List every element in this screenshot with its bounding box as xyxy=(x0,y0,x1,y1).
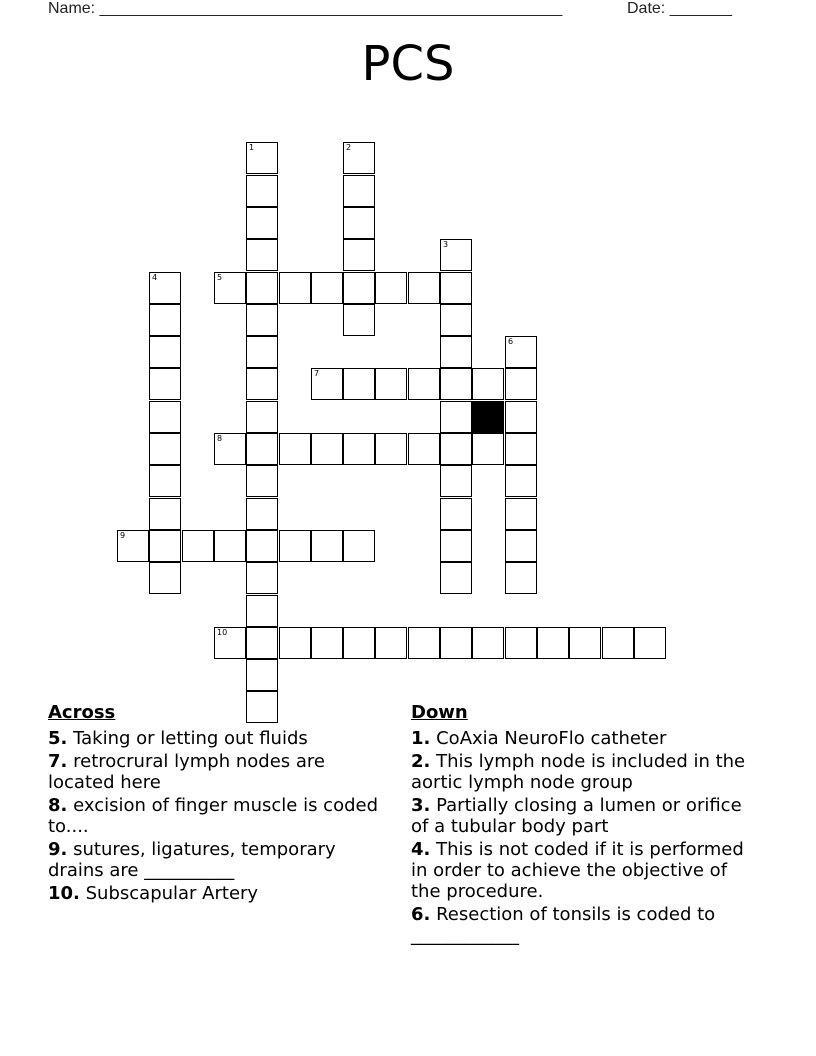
clue-number: 6. xyxy=(411,904,431,925)
crossword-cell[interactable] xyxy=(311,272,343,304)
crossword-cell[interactable] xyxy=(505,465,537,497)
across-heading: Across xyxy=(48,702,116,723)
crossword-cell[interactable] xyxy=(472,627,504,659)
crossword-cell[interactable] xyxy=(408,627,440,659)
crossword-cell[interactable] xyxy=(311,433,343,465)
across-clue xyxy=(48,883,378,904)
crossword-cell[interactable] xyxy=(117,530,149,562)
crossword-cell[interactable] xyxy=(343,433,375,465)
clue-number: 9. xyxy=(48,839,68,860)
clue-number: 1. xyxy=(411,728,431,749)
crossword-cell[interactable] xyxy=(246,239,278,271)
crossword-cell[interactable] xyxy=(149,368,181,400)
crossword-cell[interactable] xyxy=(343,142,375,174)
crossword-cell[interactable] xyxy=(440,627,472,659)
crossword-cell[interactable] xyxy=(246,368,278,400)
crossword-cell[interactable] xyxy=(246,207,278,239)
clue-number: 7. xyxy=(48,751,68,772)
clue-text: Subscapular Artery xyxy=(85,883,259,904)
date-field: Date: _______ xyxy=(627,0,732,17)
crossword-cell[interactable] xyxy=(343,627,375,659)
crossword-cell[interactable] xyxy=(214,530,246,562)
clue-text: This lymph node is included in the aortic lymph node group xyxy=(411,751,746,793)
crossword-cell[interactable] xyxy=(343,207,375,239)
clue-number: 10. xyxy=(48,883,80,904)
crossword-cell[interactable] xyxy=(408,433,440,465)
down-clue xyxy=(411,839,756,902)
crossword-cell[interactable] xyxy=(440,498,472,530)
crossword-cell[interactable] xyxy=(537,627,569,659)
crossword-cell[interactable] xyxy=(246,627,278,659)
crossword-cell[interactable] xyxy=(408,272,440,304)
page-title: PCS xyxy=(361,36,455,92)
clue-text: Resection of tonsils is coded to ____________ xyxy=(411,904,716,946)
down-clue xyxy=(411,751,756,793)
crossword-cell[interactable] xyxy=(246,272,278,304)
crossword-cell[interactable] xyxy=(569,627,601,659)
crossword-cell[interactable] xyxy=(279,627,311,659)
across-clue xyxy=(48,839,378,881)
crossword-cell[interactable] xyxy=(246,401,278,433)
cell-number: 9 xyxy=(120,531,126,540)
clue-number: 2. xyxy=(411,751,431,772)
cell-number: 7 xyxy=(314,369,320,378)
crossword-cell[interactable] xyxy=(246,142,278,174)
clue-number: 5. xyxy=(48,728,68,749)
crossword-cell[interactable] xyxy=(311,627,343,659)
crossword-cell[interactable] xyxy=(279,433,311,465)
cell-number: 3 xyxy=(443,240,449,249)
crossword-cell[interactable] xyxy=(408,368,440,400)
crossword-cell[interactable] xyxy=(505,433,537,465)
crossword-cell[interactable] xyxy=(149,562,181,594)
crossword-cell[interactable] xyxy=(246,175,278,207)
crossword-cell[interactable] xyxy=(505,368,537,400)
crossword-cell[interactable] xyxy=(311,530,343,562)
crossword-cell[interactable] xyxy=(505,627,537,659)
crossword-cell[interactable] xyxy=(149,465,181,497)
cell-number: 2 xyxy=(346,143,352,152)
clue-number: 8. xyxy=(48,795,68,816)
crossword-cell[interactable] xyxy=(602,627,634,659)
crossword-cell[interactable] xyxy=(214,627,246,659)
crossword-cell[interactable] xyxy=(214,272,246,304)
crossword-cell[interactable] xyxy=(246,336,278,368)
crossword-cell[interactable] xyxy=(246,465,278,497)
crossword-cell[interactable] xyxy=(343,304,375,336)
crossword-cell[interactable] xyxy=(375,433,407,465)
crossword-cell[interactable] xyxy=(246,498,278,530)
clue-number: 3. xyxy=(411,795,431,816)
crossword-cell[interactable] xyxy=(375,627,407,659)
cell-number: 4 xyxy=(152,273,158,282)
crossword-cell[interactable] xyxy=(149,498,181,530)
crossword-cell[interactable] xyxy=(440,465,472,497)
crossword-cell[interactable] xyxy=(246,433,278,465)
crossword-cell[interactable] xyxy=(182,530,214,562)
crossword-cell[interactable] xyxy=(505,336,537,368)
crossword-cell[interactable] xyxy=(149,272,181,304)
crossword-cell[interactable] xyxy=(375,272,407,304)
clue-text: sutures, ligatures, temporary drains are __________ xyxy=(48,839,336,881)
crossword-cell[interactable] xyxy=(440,336,472,368)
crossword-cell[interactable] xyxy=(149,433,181,465)
down-clue xyxy=(411,795,756,837)
crossword-cell[interactable] xyxy=(440,272,472,304)
crossword-cell[interactable] xyxy=(246,562,278,594)
cell-number: 8 xyxy=(217,434,223,443)
crossword-cell[interactable] xyxy=(472,433,504,465)
crossword-cell[interactable] xyxy=(440,401,472,433)
crossword-cell[interactable] xyxy=(505,401,537,433)
crossword-cell[interactable] xyxy=(279,530,311,562)
blocked-cell xyxy=(472,401,504,433)
name-field: Name: ____________________________________________________ xyxy=(48,0,563,17)
down-clues xyxy=(411,702,756,948)
down-clue xyxy=(411,904,756,946)
crossword-cell[interactable] xyxy=(472,368,504,400)
crossword-cell[interactable] xyxy=(343,272,375,304)
clue-text: retrocrural lymph nodes are located here xyxy=(48,751,325,793)
crossword-cell[interactable] xyxy=(505,498,537,530)
crossword-cell[interactable] xyxy=(149,401,181,433)
crossword-cell[interactable] xyxy=(505,562,537,594)
crossword-cell[interactable] xyxy=(149,336,181,368)
crossword-cell[interactable] xyxy=(343,239,375,271)
clue-number: 4. xyxy=(411,839,431,860)
crossword-cell[interactable] xyxy=(505,530,537,562)
cell-number: 10 xyxy=(217,628,228,637)
crossword-cell[interactable] xyxy=(149,530,181,562)
crossword-cell[interactable] xyxy=(440,530,472,562)
crossword-cell[interactable] xyxy=(343,530,375,562)
crossword-cell[interactable] xyxy=(440,239,472,271)
clue-text: CoAxia NeuroFlo catheter xyxy=(436,728,667,749)
cell-number: 1 xyxy=(249,143,255,152)
cell-number: 5 xyxy=(217,273,223,282)
crossword-cell[interactable] xyxy=(440,433,472,465)
across-clues xyxy=(48,702,378,906)
crossword-cell[interactable] xyxy=(246,595,278,627)
across-clue xyxy=(48,795,378,837)
across-clue xyxy=(48,728,378,749)
crossword-cell[interactable] xyxy=(279,272,311,304)
crossword-cell[interactable] xyxy=(440,304,472,336)
crossword-cell[interactable] xyxy=(149,304,181,336)
crossword-cell[interactable] xyxy=(246,304,278,336)
crossword-cell[interactable] xyxy=(246,530,278,562)
crossword-cell[interactable] xyxy=(246,659,278,691)
cell-number: 6 xyxy=(508,337,514,346)
crossword-cell[interactable] xyxy=(375,368,407,400)
crossword-cell[interactable] xyxy=(214,433,246,465)
clue-text: excision of finger muscle is coded to.... xyxy=(48,795,379,837)
crossword-cell[interactable] xyxy=(311,368,343,400)
clue-text: Partially closing a lumen or orifice of a tubular body part xyxy=(411,795,742,837)
crossword-cell[interactable] xyxy=(343,175,375,207)
down-clue xyxy=(411,728,756,749)
crossword-cell[interactable] xyxy=(440,368,472,400)
down-heading: Down xyxy=(411,702,468,723)
crossword-cell[interactable] xyxy=(634,627,666,659)
crossword-cell[interactable] xyxy=(440,562,472,594)
clue-text: Taking or letting out fluids xyxy=(73,728,308,749)
clue-text: This is not coded if it is performed in order to achieve the objective of the procedure. xyxy=(411,839,744,902)
crossword-cell[interactable] xyxy=(343,368,375,400)
across-clue xyxy=(48,751,378,793)
